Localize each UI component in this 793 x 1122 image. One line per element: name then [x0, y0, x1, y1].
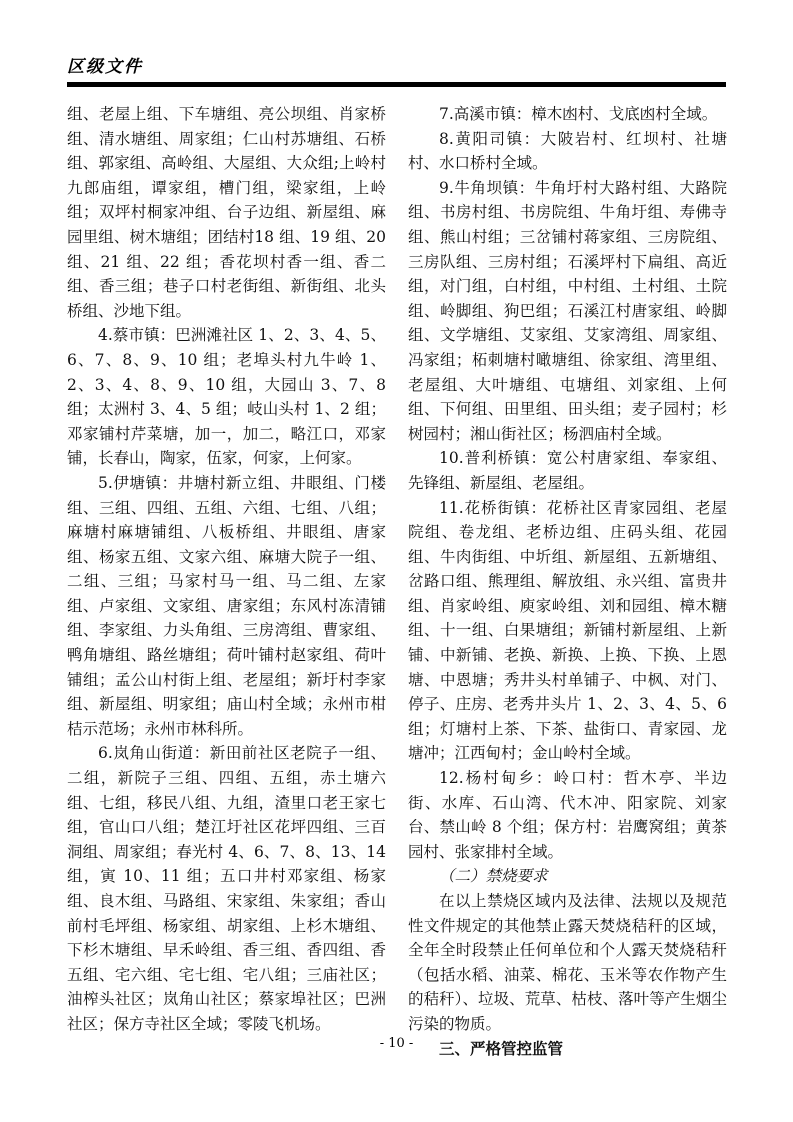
paragraph-item-9: 9.牛角坝镇：牛角圩村大路村组、大路院组、书房村组、书房院组、牛角圩组、寿佛寺组、熊山村组；三岔铺村蒋家组、三房院组、三房队组、三房村组；石溪坪村下扁组、高近组，对门组，白村组，中村组、土村组、土院组、岭脚组、狗巴组；石溪江村唐家组、岭脚组、文学塘组、艾家组、艾家湾组、周家组、冯家组；柘刺塘村噉塘组、徐家组、湾里组、老屋组、大叶塘组、屯塘组、刘家组、上何组、下何组、田里组、田头组；麦子园村；杉树园村；湘山街社区；杨泗庙村全域。: [408, 178, 727, 443]
subsection-heading-burning-requirements: （二）禁烧要求: [439, 867, 548, 886]
paragraph-item-7: 7.高溪市镇：樟木凼村、戈底凼村全域。: [439, 105, 718, 123]
right-column: [408, 102, 727, 1061]
paragraph-item-11: 11.花桥街镇：花桥社区青家园组、老屋院组、卷龙组、老桥边组、庄码头组、花园组、牛肉街组、中圻组、新屋组、五新塘组、岔路口组、熊理组、解放组、永兴组、富贵井组、肖家岭组、庾家岭组、刘和园组、樟木糖组、十一组、白果塘组；新铺村新屋组、上新铺、中新铺、老换、新换、上换、下换、上恩塘、中恩塘；秀井头村单铺子、中枫、对门、停子、庄房、老秀井头片 1、2、3、4、5、6 组；灯塘村上茶、下茶、盐街口、青家园、龙塘冲；江西甸村；金山岭村全域。: [408, 498, 727, 763]
page-header: [67, 52, 726, 87]
section-heading-strict-supervision: 三、严格管控监管: [439, 1039, 564, 1058]
paragraph-item-4: 4.蔡市镇：巴洲滩社区 1、2、3、4、5、6、7、8、9、10 组；老埠头村九牛岭 1、2、3、4、8、9、10 组，大园山 3、7、8 组；太洲村 3、4、5 组；岐山头村 1、2 组；邓家铺村芹菜塘，加一，加二，略江口，邓家铺，长春山，陶家，伍家，何家，上何家。: [67, 326, 386, 468]
paragraph-item-10: 10.普利桥镇：宽公村唐家组、奉家组、先锋组、新屋组、老屋组。: [408, 449, 727, 492]
page-number: - 10 -: [379, 1036, 414, 1051]
paragraph-burning-requirements-body: 在以上禁烧区域内及法律、法规以及规范性文件规定的其他禁止露天焚烧秸秆的区域，全年全时段禁止任何单位和个人露天焚烧秸秆（包括水稻、油菜、棉花、玉米等农作物产生的秸秆）、垃圾、荒草、枯枝、落叶等产生烟尘污染的物质。: [408, 892, 727, 1033]
paragraph-item-6: 6.岚角山街道：新田前社区老院子一组、二组，新院子三组、四组、五组，赤土塘六组、七组，移民八组、九组，渣里口老王家七组，官山口八组；楚江圩社区花坪四组、三百洞组、周家组；春光村 4、6、7、8、13、14 组，寅 10、11 组；五口井村邓家组、杨家组、良木组、马路组、宋家组、朱家组；香山前村毛坪组、杨家组、胡家组、上杉木塘组、下杉木塘组、早禾岭组、香三组、香四组、香五组、宅六组、宅七组、宅八组；三庙社区；油榨头社区；岚角山社区；蔡家埠社区；巴洲社区；保方寺社区全域；零陵飞机场。: [67, 744, 386, 1033]
paragraph-item-5: 5.伊塘镇：井塘村新立组、井眼组、门楼组、三组、四组、五组、六组、七组、八组；麻塘村麻塘铺组、八板桥组、井眼组、唐家组、杨家五组、文家六组、麻塘大院子一组、二组、三组；马家村马一组、马二组、左家组、卢家组、文家组、唐家组；东风村冻清铺组、李家组、力头角组、三房湾组、曹家组、鸭角塘组、路丝塘组；荷叶铺村赵家组、荷叶铺组；孟公山村街上组、老屋组；新圩村李家组、新屋组、明家组；庙山村全域；永州市柑桔示范场；永州市林科所。: [67, 473, 386, 738]
paragraph-item-12: 12.杨村甸乡：岭口村：哲木亭、半边街、水库、石山湾、代木冲、阳家院、刘家台、禁山岭 8 个组；保方村：岩鹰窝组；黄茶园村、张家排村全域。: [408, 769, 727, 861]
header-rule: [67, 82, 726, 87]
paragraph-item-8: 8.黄阳司镇：大陂岩村、红坝村、社塘村、水口桥村全域。: [408, 129, 727, 173]
header-title: 区级文件: [67, 57, 143, 77]
content-columns: [67, 102, 727, 1061]
left-column: [67, 102, 386, 1061]
paragraph-continuation: 组、老屋上组、下车塘组、亮公坝组、肖家桥组、清水塘组、周家组；仁山村苏塘组、石桥组、郭家组、高岭组、大屋组、大众组;上岭村九郎庙组，谭家组，槽门组，梁家组，上岭组；双坪村桐家冲组、台子边组、新屋组、麻园里组、树木塘组；团结村18 组、19 组、20 组、21 组、22 组；香花坝村香一组、香二组、香三组；巷子口村老街组、新街组、北头桥组、沙地下组。: [67, 105, 386, 320]
